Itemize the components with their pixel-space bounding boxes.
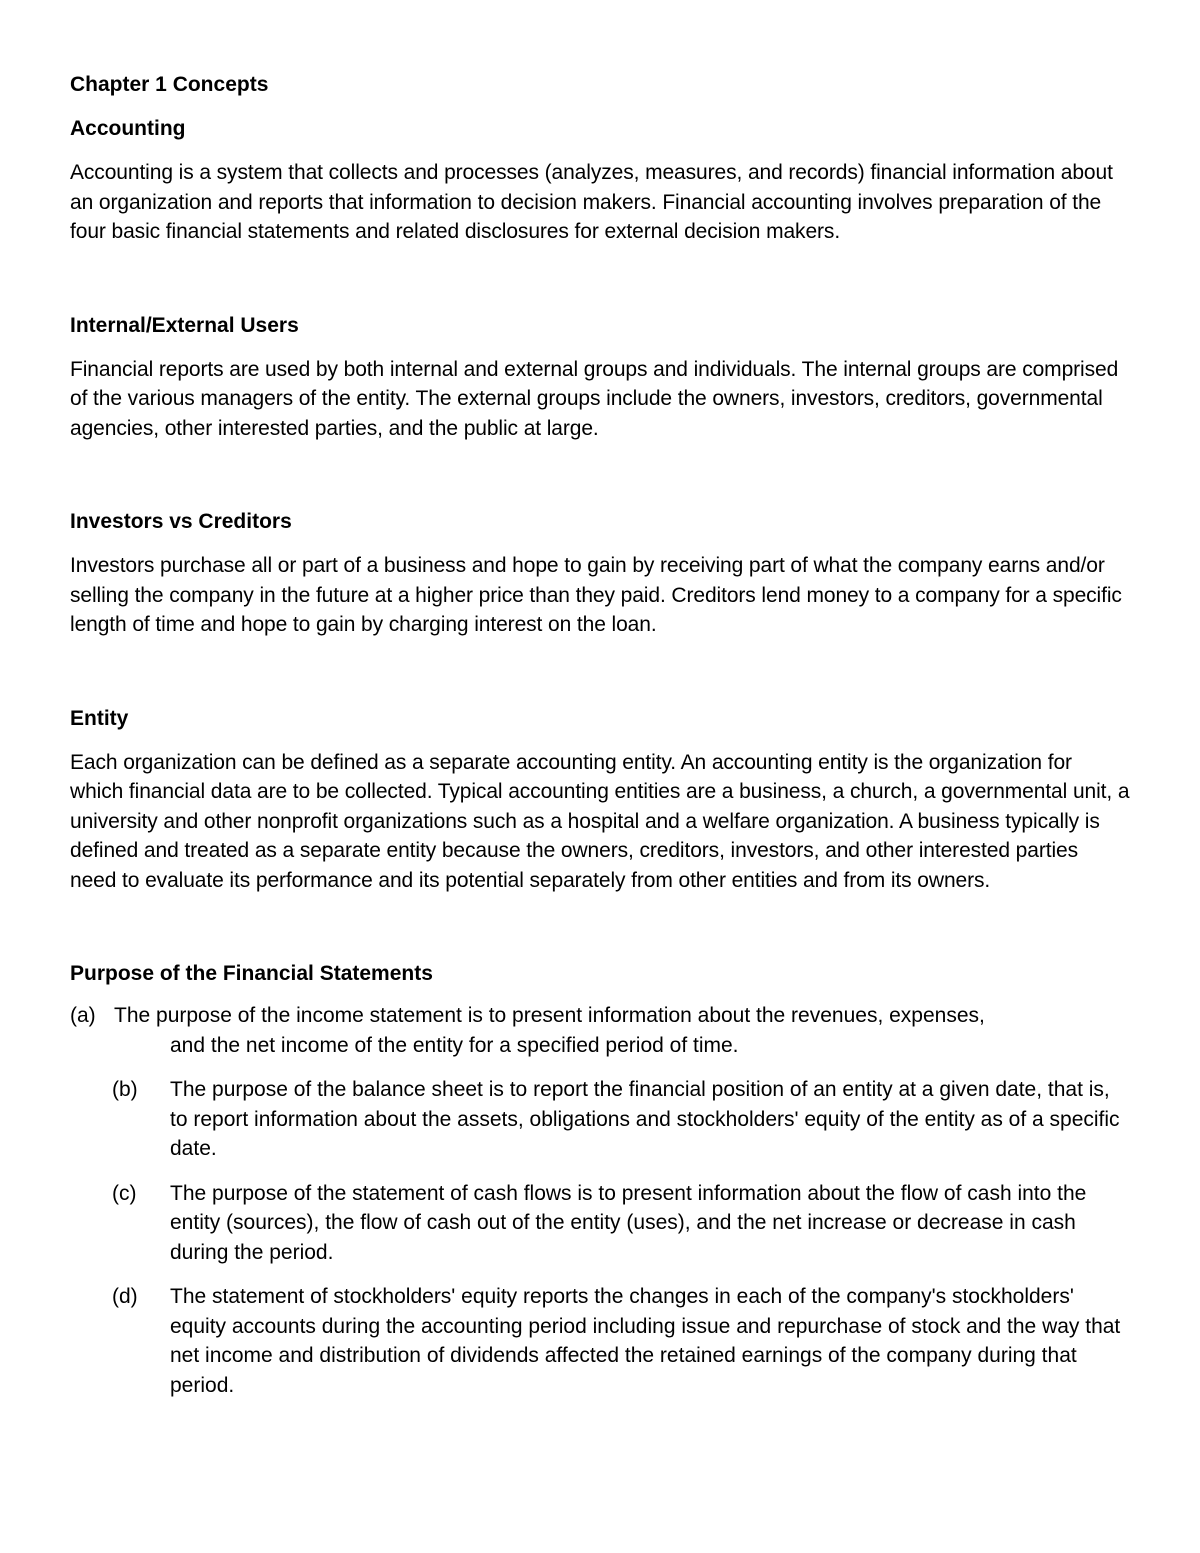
list-marker: (a) [70,1004,96,1027]
list-item-text: The purpose of the balance sheet is to report the financial position of an entity at a given date, that is, to report information about the assets, obligations and stockholders' equity of the entity as of a specific date. [170,1078,1120,1160]
list-item [70,1179,1130,1268]
list-item-text: and the net income of the entity for a specified period of time. [170,1033,739,1057]
section-entity [70,704,1130,896]
section-heading: Internal/External Users [70,313,299,337]
list-marker: (b) [112,1078,138,1101]
section-paragraph: Financial reports are used by both internal and external groups and individuals. The internal groups are comprised of the various managers of the entity. The external groups include the owners, investors, creditors, governmental agencies, other interested parties, and the public at large. [70,357,1119,440]
section-heading: Accounting [70,117,186,140]
list-marker: (d) [112,1285,138,1308]
section-heading: Purpose of the Financial Statements [70,962,433,985]
section-heading: Entity [70,706,129,730]
list-item [70,1001,1130,1060]
document-page [70,70,1130,1415]
list-marker: (c) [112,1181,137,1205]
document-title: Chapter 1 Concepts [70,73,269,96]
list-item [70,1282,1130,1400]
section-paragraph: Accounting is a system that collects and processes (analyzes, measures, and records) financial information about an organization and reports that information to decision makers. Financial accounting involves preparation of the four basic financial statements and related disclosures for external decision makers. [70,161,1113,243]
section-paragraph: Investors purchase all or part of a business and hope to gain by receiving part of what the company earns and/or selling the company in the future at a higher price than they paid. Creditors lend money to a company for a specific length of time and hope to gain by charging interest on the loan. [70,554,1122,636]
list-item [70,1075,1130,1164]
section-paragraph: Each organization can be defined as a separate accounting entity. An accounting entity is the organization for which financial data are to be collected. Typical accounting entities are a business, a church, a governmental unit, a university and other nonprofit organizations such as a hospital and a welfare organization. A business typically is defined and treated as a separate entity because the owners, creditors, investors, and other interested parties need to evaluate its performance and its potential separately from other entities and from its owners. [70,750,1130,892]
section-heading: Investors vs Creditors [70,510,292,533]
section-investors-vs-creditors [70,507,1130,640]
purpose-list [70,1001,1130,1400]
list-item-text: The purpose of the statement of cash flows is to present information about the flow of cash into the entity (sources), the flow of cash out of the entity (uses), and the net increase or decrease in cash during the period. [170,1181,1087,1264]
list-item-first-line: The purpose of the income statement is to present information about the revenues, expenses, [114,1004,985,1027]
section-internal-external-users [70,311,1130,444]
section-accounting [70,114,1130,247]
section-purpose-financial-statements [70,959,1130,1400]
list-item-text: The statement of stockholders' equity reports the changes in each of the company's stockholders' equity accounts during the accounting period including issue and repurchase of stock and the way that net income and distribution of dividends affected the retained earnings of the company during that period. [170,1285,1121,1397]
